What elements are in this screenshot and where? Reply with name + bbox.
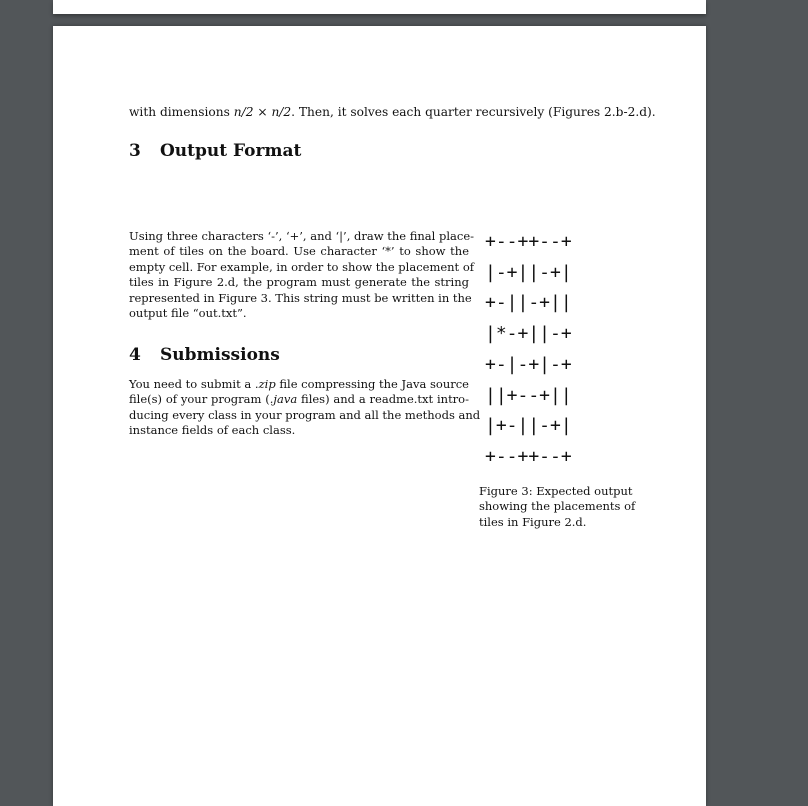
submissions-line2-start: file(s) of your program ( [129,392,270,407]
caption-line: Figure 3: Expected output [479,484,633,498]
zip-extension: .zip [254,377,276,391]
output-format-line: Using three characters ‘-’, ‘+’, and ‘|’, draw the final place- [129,229,475,243]
intro-times-sign: × [253,105,272,119]
submissions-line [129,392,469,407]
figure-art-row: |+-||-+| [485,415,572,437]
intro-text-before: with dimensions [129,105,234,119]
figure-art-row: |*-+||-+ [485,323,572,345]
intro-dimension-b: n/2 [271,105,292,119]
section-4-title: Submissions [160,345,280,365]
submissions-paragraph [129,377,481,439]
figure-art-row: ||+--+|| [485,384,572,406]
output-format-paragraph [129,229,475,321]
submissions-line1-start: You need to submit a [129,377,255,391]
submissions-line: ducing every class in your program and all the methods and [129,407,481,422]
section-4-number: 4 [129,345,141,365]
intro-line [129,105,656,120]
intro-dimension-a: n/2 [233,105,254,119]
intro-text-after: . Then, it solves each quarter recursively (Figures 2.b-2.d). [291,105,656,119]
output-format-line: represented in Figure 3. This string must be written in the [129,290,472,305]
previous-page-bottom [53,0,706,14]
figure-art-row: |-+||-+| [485,261,572,283]
output-format-line: output file “out.txt”. [129,306,247,321]
submissions-line: instance fields of each class. [129,423,296,438]
output-format-line: tiles in Figure 2.d, the program must generate the string [129,275,469,290]
figure-3-caption [479,484,649,530]
submissions-line2-end: files) and a readme.txt intro- [297,392,469,407]
output-format-line: empty cell. For example, in order to show the placement of [129,259,475,274]
java-extension: .java [269,392,298,407]
section-3-heading [129,140,301,162]
figure-art-row: +--++--+ [485,231,572,252]
submissions-line1-end: file compressing the Java source [275,377,469,391]
section-3-number: 3 [129,141,141,161]
figure-art-row: +--++--+ [485,445,572,467]
figure-3-tile-diagram [485,227,625,473]
section-4-heading [129,344,280,366]
caption-line: showing the placements of [479,499,636,514]
figure-art-row: +-||-+|| [485,292,572,314]
submissions-line [129,377,469,392]
output-format-line: ment of tiles on the board. Use character ‘*’ to show the [129,244,469,259]
caption-line: tiles in Figure 2.d. [479,514,587,529]
figure-art-row: +-|-+|-+ [485,353,572,375]
document-page [53,26,706,806]
section-3-title: Output Format [160,141,302,161]
